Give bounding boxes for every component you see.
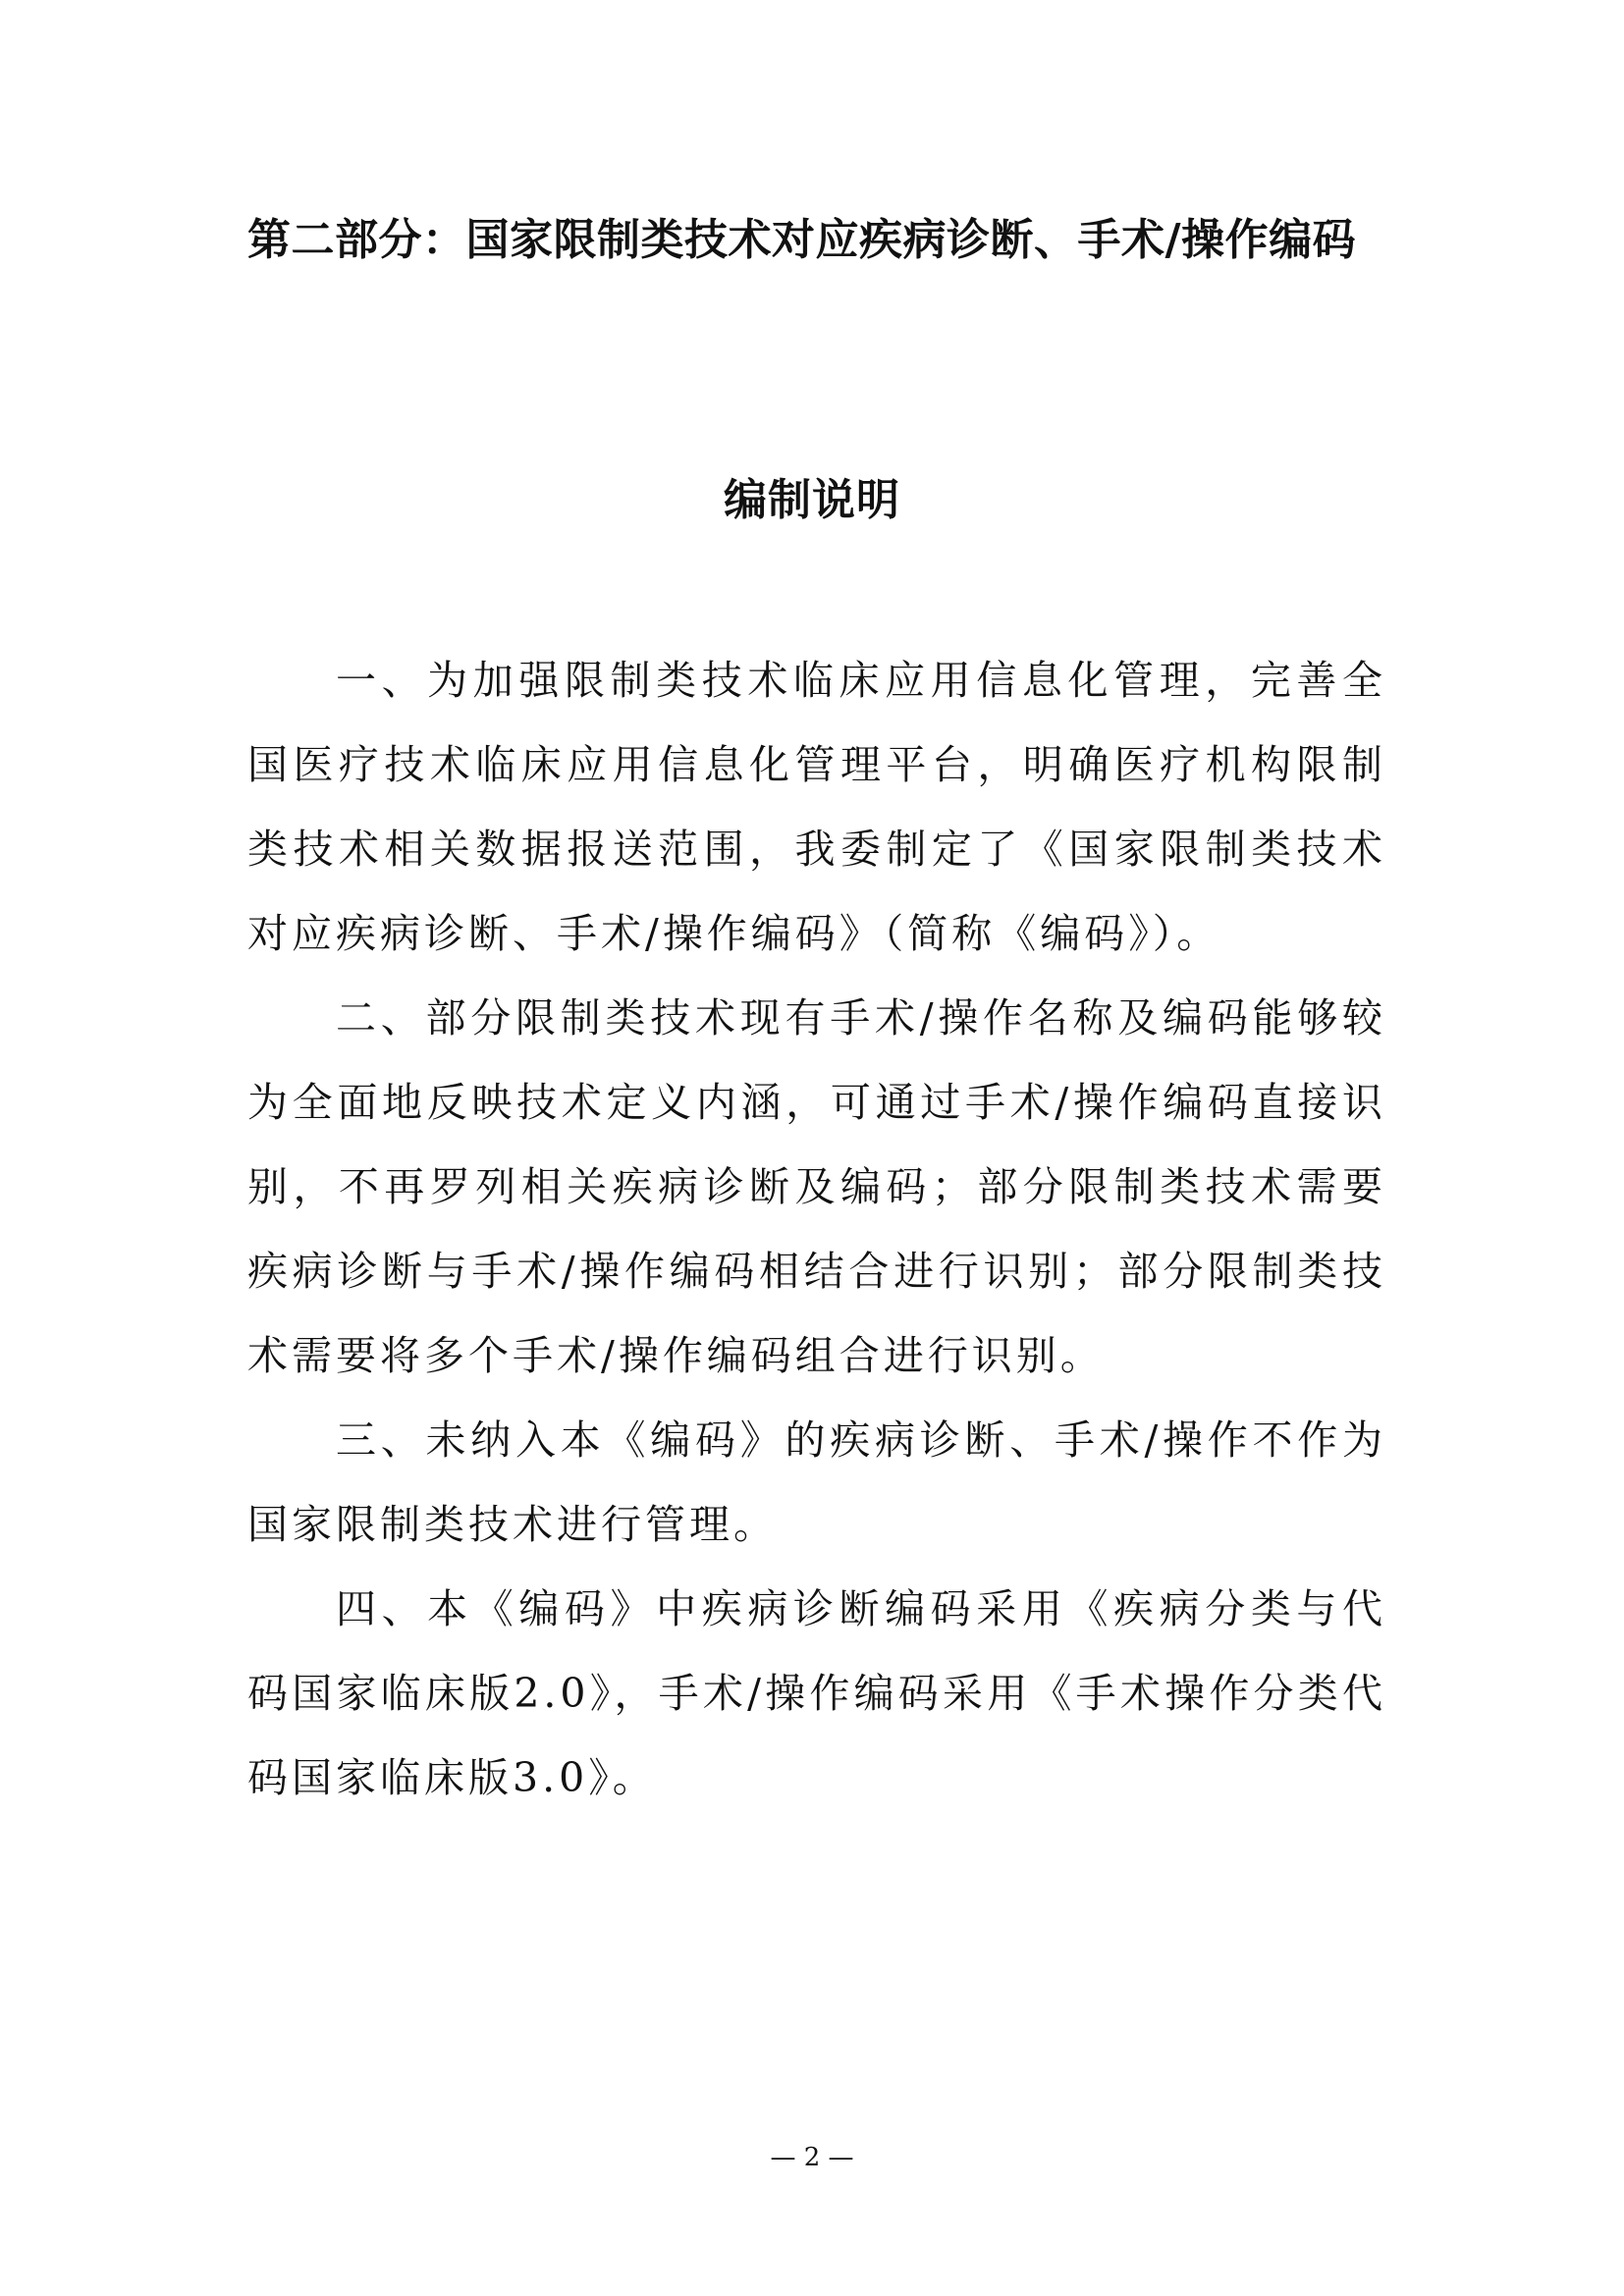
paragraph-2: 二、部分限制类技术现有手术/操作名称及编码能够较为全面地反映技术定义内涵，可通过手术/操作编码直接识别，不再罗列相关疾病诊断及编码；部分限制类技术需要疾病诊断与手术/操作编码相结合进行识别；部分限制类技术需要将多个手术/操作编码组合进行识别。	[247, 994, 1386, 1379]
page-number: — 2 —	[770, 2143, 854, 2172]
page-title: 第二部分：国家限制类技术对应疾病诊断、手术/操作编码	[247, 215, 1357, 265]
paragraph-4: 四、本《编码》中疾病诊断编码采用《疾病分类与代码国家临床版2.0》，手术/操作编码采用《手术操作分类代码国家临床版3.0》。	[247, 1585, 1386, 1801]
section-title: 编制说明	[724, 475, 900, 525]
body-text	[247, 638, 1386, 1820]
paragraph-3: 三、未纳入本《编码》的疾病诊断、手术/操作不作为国家限制类技术进行管理。	[247, 1416, 1386, 1548]
paragraph-1: 一、为加强限制类技术临床应用信息化管理，完善全国医疗技术临床应用信息化管理平台，明确医疗机构限制类技术相关数据报送范围，我委制定了《国家限制类技术对应疾病诊断、手术/操作编码》（简称《编码》）。	[247, 657, 1386, 957]
